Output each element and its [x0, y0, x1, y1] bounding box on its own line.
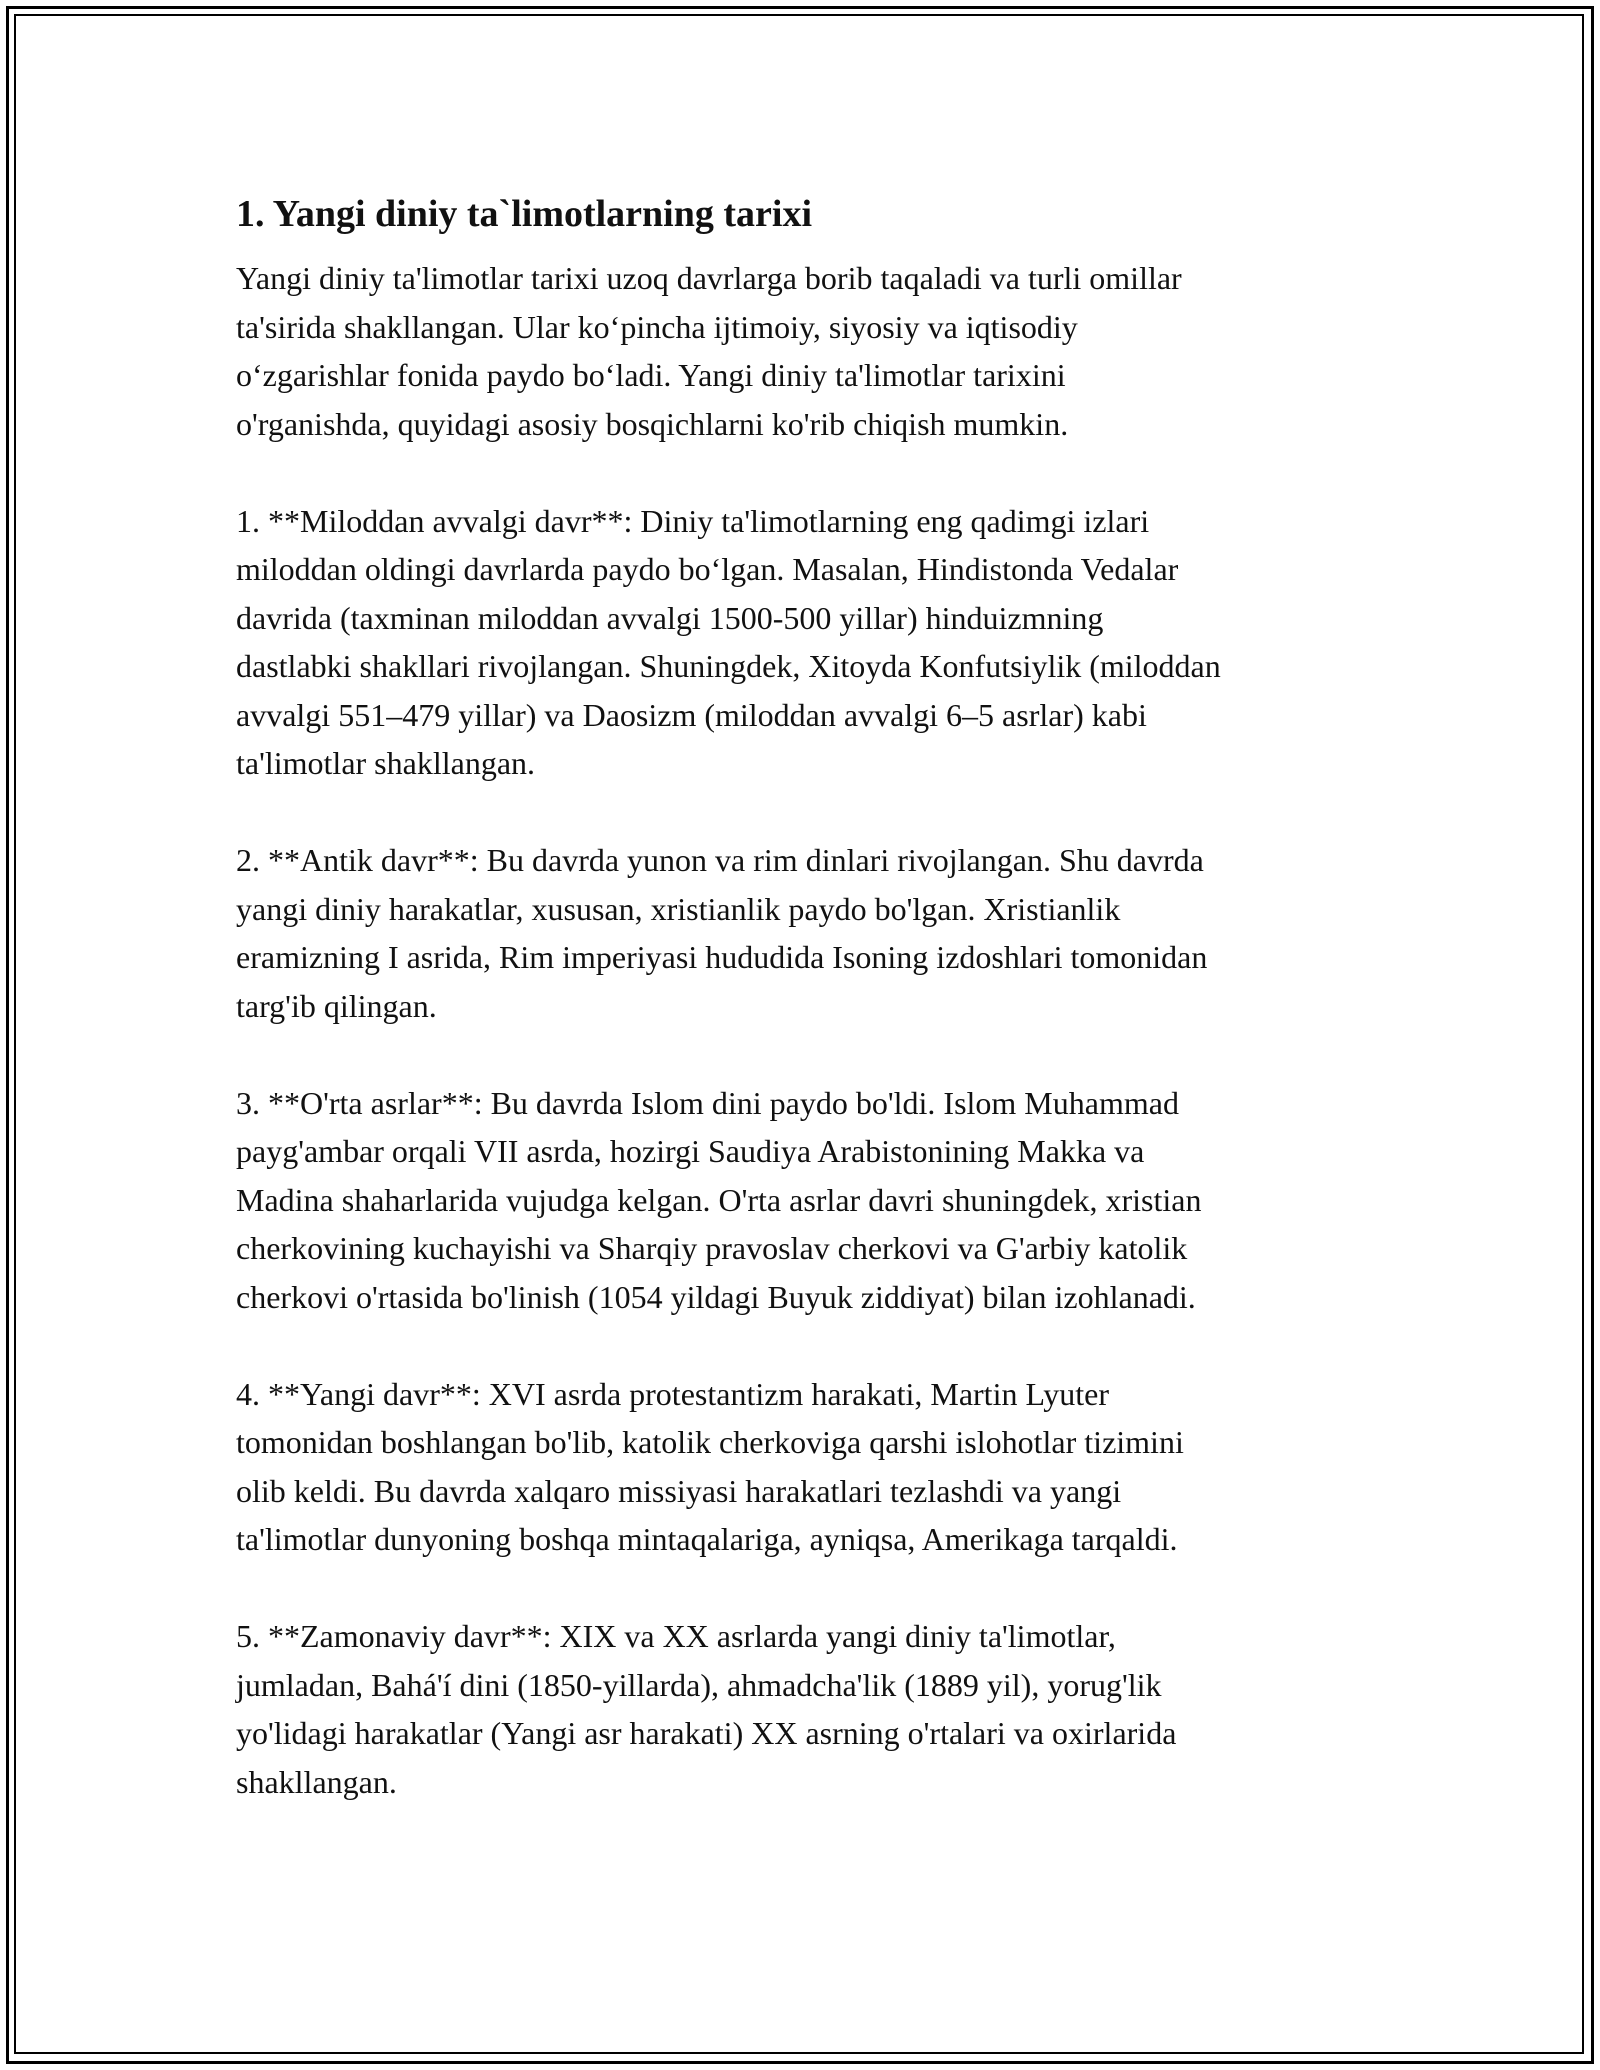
section-heading: 1. Yangi diniy ta`limotlarning tarixi: [236, 193, 813, 235]
paragraph-modern-era: 5. **Zamonaviy davr**: XIX va XX asrlarda yangi diniy ta'limotlar, jumladan, Bahá'í dini (1850-yillarda), ahmadcha'lik (1889 yil), yorug'lik yo'lidagi harakatlar (Yangi asr harakati) XX asrning o'rtalari va oxirlarida shakllangan.: [236, 1618, 1177, 1800]
paragraph-new-era: 4. **Yangi davr**: XVI asrda protestantizm harakati, Martin Lyuter tomonidan boshlangan bo'lib, katolik cherkoviga qarshi islohotlar tizimini olib keldi. Bu davrda xalqaro missiyasi harakatlari tezlashdi va yangi ta'limotlar dunyoning boshqa mintaqalariga, ayniqsa, Amerikaga tarqaldi.: [236, 1375, 1184, 1557]
paragraph-antique-era: 2. **Antik davr**: Bu davrda yunon va rim dinlari rivojlangan. Shu davrda yangi diniy harakatlar, xususan, xristianlik paydo bo'lgan. Xristianlik eramizning I asrida, Rim imperiyasi hududida Isoning izdoshlari tomonidan targ'ib qilingan.: [236, 842, 1208, 1024]
paragraph-middle-ages: 3. **O'rta asrlar**: Bu davrda Islom dini paydo bo'ldi. Islom Muhammad payg'ambar orqali VII asrda, hozirgi Saudiya Arabistonining Makka va Madina shaharlarida vujudga kelgan. O'rta asrlar davri shuningdek, xristian cherkovining kuchayishi va Sharqiy pravoslav cherkovi va G'arbiy katolik cherkovi o'rtasida bo'linish (1054 yildagi Buyuk ziddiyat) bilan izohlanadi.: [236, 1084, 1202, 1315]
paragraph-ancient-era: 1. **Miloddan avvalgi davr**: Diniy ta'limotlarning eng qadimgi izlari miloddan oldingi davrlarda paydo bo‘lgan. Masalan, Hindistonda Vedalar davrida (taxminan miloddan avvalgi 1500-500 yillar) hinduizmning dastlabki shakllari rivojlangan. Shuningdek, Xitoyda Konfutsiylik (miloddan avvalgi 551–479 yillar) va Daosizm (miloddan avvalgi 6–5 asrlar) kabi ta'limotlar shakllangan.: [236, 502, 1221, 781]
document-body: [236, 188, 1376, 1855]
intro-paragraph: Yangi diniy ta'limotlar tarixi uzoq davrlarga borib taqaladi va turli omillar ta'sirida shakllangan. Ular ko‘pincha ijtimoiy, siyosiy va iqtisodiy o‘zgarishlar fonida paydo bo‘ladi. Yangi diniy ta'limotlar tarixini o'rganishda, quyidagi asosiy bosqichlarni ko'rib chiqish mumkin.: [236, 260, 1182, 442]
